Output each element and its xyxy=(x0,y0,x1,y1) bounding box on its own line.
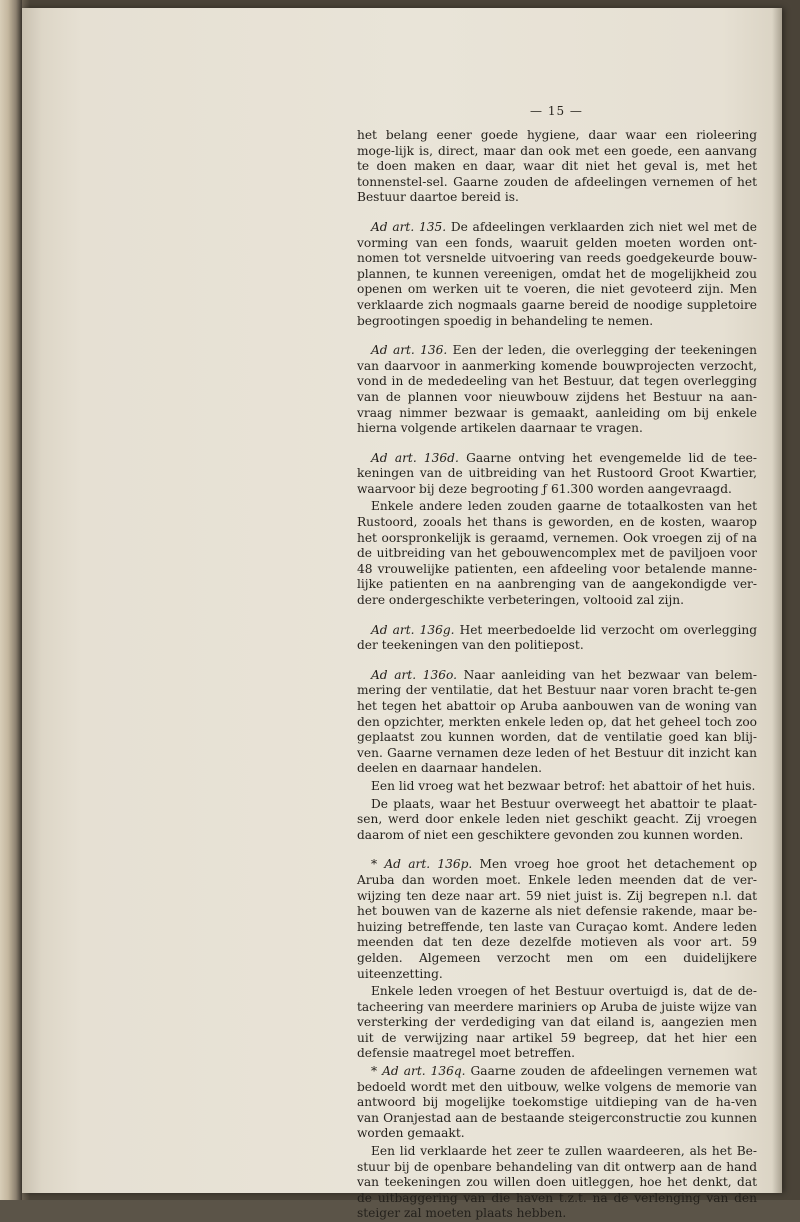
paragraph-art-136o: Ad art. 136o. Naar aanleiding van het bezwaar van belem-mering der ventilatie, dat het Bestuur naar voren bracht te-gen het tegen het abattoir op Aruba aanbouwen van de woning van den opzichter, merkten enkele leden op, dat het geheel toch zoo geplaatst zou kunnen worden, dat de ventilatie goed kan blij-ven. Gaarne vernamen deze leden of het Bestuur dit inzicht kan deelen en daarnaar handelen. xyxy=(357,667,757,776)
paragraph-art-136q: * Ad art. 136q. Gaarne zouden de afdeelingen vernemen wat bedoeld wordt met den uitbouw, welke volgens de memorie van antwoord bij mogelijke toekomstige uitdieping van de ha-ven van Oranjestad aan de bestaande steigerconstructie zou kunnen worden gemaakt. xyxy=(357,1064,757,1141)
page-number: — 15 — xyxy=(530,104,583,118)
page-fold-shadow xyxy=(772,8,782,1193)
paragraph-art-136p: * Ad art. 136p. Men vroeg hoe groot het detachement op Aruba dan worden moet. Enkele leden meenden dat de ver-wijzing ten deze naar art. 59 niet juist is. Zij begrepen n.l. dat het bouwen van de kazerne als niet defensie rakende, maar be-huizing betreffende, ten laste van Curaçao komt. Andere leden meenden dat ten deze dezelfde motieven als voor art. 59 gelden. Algemeen verzocht men om een duidelijkere uiteenzetting. xyxy=(357,857,758,981)
paragraph-abattoir-location: De plaats, waar het Bestuur overweegt het abattoir te plaat-sen, werd door enkele leden niet geschikt geacht. Zij vroegen daarom of niet een geschiktere gevonden zou kunnen worden. xyxy=(357,796,757,842)
paragraph-art-136: Ad art. 136. Een der leden, die overlegging der teekeningen van daarvoor in aanmerking komende bouwprojecten verzocht, vond in de mededeeling van het Bestuur, dat tegen overlegging van de plannen voor nieuwbouw zijdens het Bestuur na aan-vraag nimmer bezwaar is gemaakt, aanleiding om bij enkele hierna volgende artikelen daarnaar te vragen. xyxy=(357,343,757,436)
paragraph-hygiene: het belang eener goede hygiene, daar waar een rioleering moge-lijk is, direct, maar dan ook met een goede, een aanvang te doen maken en daar, waar dit niet het geval is, met het tonnenstel-sel. Gaarne zouden de afdeelingen vernemen of het Bestuur daartoe bereid is. xyxy=(357,128,757,205)
asterisk-mark-136p: * xyxy=(371,857,385,872)
article-ref-136d: Ad art. 136d. xyxy=(371,450,459,465)
article-ref-135: Ad art. 135. xyxy=(371,219,447,234)
asterisk-mark-136q: * xyxy=(371,1064,383,1079)
body-text xyxy=(357,128,757,1222)
article-ref-136p: Ad art. 136p. xyxy=(384,857,473,872)
paragraph-art-136g: Ad art. 136g. Het meerbedoelde lid verzocht om overlegging der teekeningen van den politiepost. xyxy=(357,622,757,653)
previous-page-edge xyxy=(0,0,22,1200)
article-ref-136o: Ad art. 136o. xyxy=(371,667,457,682)
paragraph-mariniers: Enkele leden vroegen of het Bestuur overtuigd is, dat de de-tacheering van meerdere mariniers op Aruba de juiste wijze van versterking der verdediging van dat eiland is, aangezien men uit de verwijzing naar artikel 59 begreep, dat het hier een defensie maatregel moet betreffen. xyxy=(357,984,757,1061)
paragraph-haven-uitbaggering: Een lid verklaarde het zeer te zullen waardeeren, als het Be-stuur bij de openbare behandeling van dit ontwerp aan de hand van teekeningen zou willen doen uitleggen, hoe het denkt, dat de uitbaggering van die haven t.z.t. na de verlenging van den steiger zal moeten plaats hebben. xyxy=(357,1144,757,1221)
article-ref-136q: Ad art. 136q. xyxy=(382,1064,466,1079)
paragraph-rustoord-costs: Enkele andere leden zouden gaarne de totaalkosten van het Rustoord, zooals het thans is geworden, en de kosten, waarop het oorspronkelijk is geraamd, vernemen. Ook vroegen zij of na de uitbreiding van het gebouwencomplex met de paviljoen voor 48 vrouwelijke patienten, een afdeeling voor betalende manne-lijke patienten en na aanbrenging van de aangekondigde ver-dere ondergeschikte verbeteringen, voltooid zal zijn. xyxy=(357,499,757,608)
paragraph-abattoir-question: Een lid vroeg wat het bezwaar betrof: het abattoir of het huis. xyxy=(371,778,756,793)
article-ref-136: Ad art. 136. xyxy=(371,343,448,358)
paragraph-art-135: Ad art. 135. De afdeelingen verklaarden zich niet wel met de vorming van een fonds, waaruit gelden moeten worden ont-nomen tot versnelde uitvoering van reeds goedgekeurde bouw-plannen, te kunnen vereenigen, omdat het de mogelijkheid zou openen om werken uit te voeren, die niet gevoteerd zijn. Men verklaarde zich nogmaals gaarne bereid de noodige suppletoire begrootingen spoedig in behandeling te nemen. xyxy=(357,219,757,328)
article-ref-136g: Ad art. 136g. xyxy=(371,622,455,637)
paragraph-art-136d: Ad art. 136d. Gaarne ontving het evengemelde lid de tee-keningen van de uitbreiding van het Rustoord Groot Kwartier, waarvoor bij deze begrooting ƒ 61.300 worden aangevraagd. xyxy=(357,450,757,496)
document-page xyxy=(22,8,782,1221)
